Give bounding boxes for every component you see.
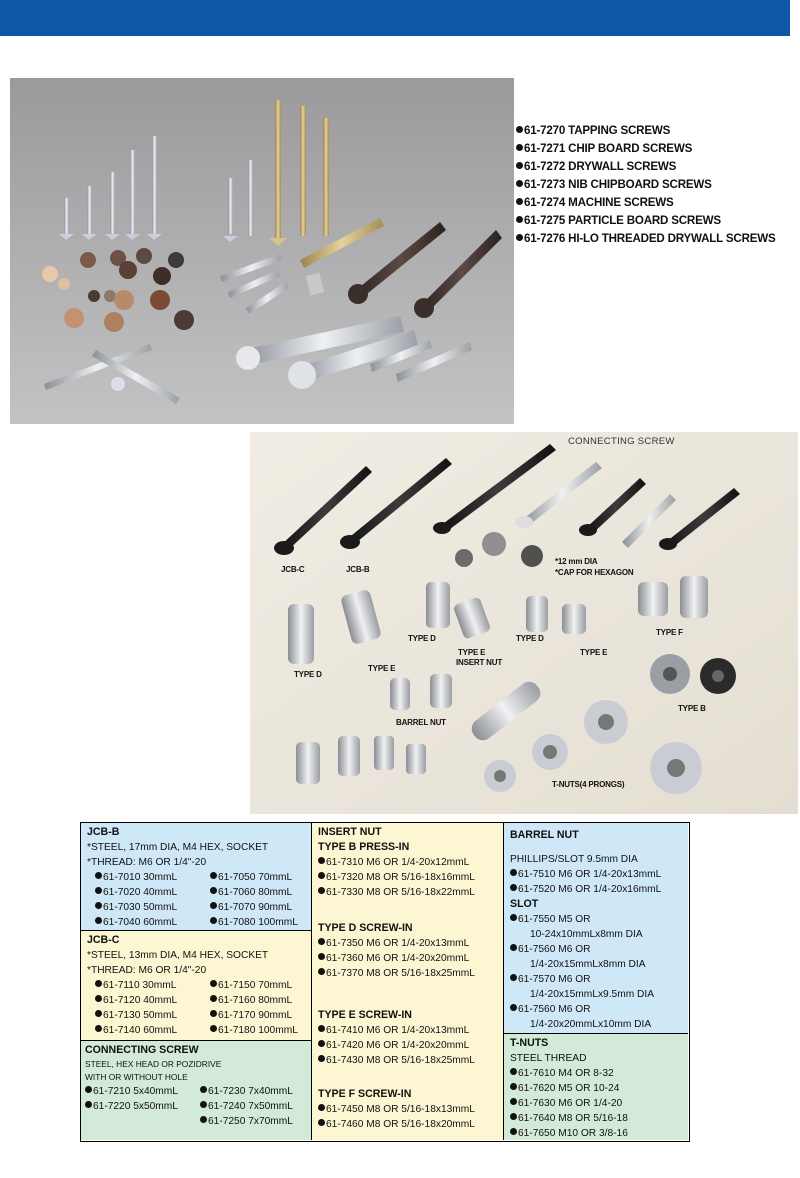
connecting-screw-title: CONNECTING SCREW <box>85 1044 199 1056</box>
part-item: 61-7240 7x50mmL <box>200 1099 310 1114</box>
part-item: 61-7250 7x70mmL <box>200 1114 310 1129</box>
part-item: 61-7350 M6 OR 1/4-20x13mmL <box>318 936 497 951</box>
part-item: 61-7140 60mmL <box>95 1023 210 1038</box>
jcb-b-label: JCB-B <box>346 565 370 574</box>
part-item: 61-7320 M8 OR 5/16-18x16mmL <box>318 870 497 885</box>
slot-title: SLOT <box>510 898 539 910</box>
type-d-label: TYPE D <box>294 670 322 679</box>
product-series-list <box>516 122 800 248</box>
part-item: 61-7630 M6 OR 1/4-20 <box>510 1096 682 1111</box>
type-b-title: TYPE B PRESS-IN <box>318 841 410 853</box>
jcb-b-thread: *THREAD: M6 OR 1/4"-20 <box>87 857 207 868</box>
part-item: 61-7420 M6 OR 1/4-20x20mmL <box>318 1038 497 1053</box>
part-item: 61-7220 5x50mmL <box>85 1099 200 1114</box>
type-d-label: TYPE D <box>516 634 544 643</box>
jcb-c-thread: *THREAD: M6 OR 1/4"-20 <box>87 965 207 976</box>
type-e-title: TYPE E SCREW-IN <box>318 1009 412 1021</box>
screws-photo <box>10 78 514 424</box>
bullet-dot <box>516 216 523 223</box>
jcb-c-items <box>87 978 305 1038</box>
jcb-c-label: JCB-C <box>281 565 305 574</box>
part-item-empty <box>85 1114 200 1129</box>
part-item: 61-7640 M8 OR 5/16-18 <box>510 1111 682 1126</box>
tnuts-cell <box>504 1034 688 1140</box>
part-item: 61-7550 M5 OR <box>510 912 682 927</box>
part-item: 61-7030 50mmL <box>95 900 210 915</box>
jcb-b-items <box>87 870 305 930</box>
jcb-c-title: JCB-C <box>87 934 120 946</box>
type-b-label: TYPE B <box>678 704 706 713</box>
tnuts-label: T-NUTS(4 PRONGS) <box>552 780 625 789</box>
part-item: 61-7430 M8 OR 5/16-18x25mmL <box>318 1053 497 1068</box>
insert-nut-title: INSERT NUT <box>318 826 382 838</box>
header-bar <box>0 0 790 36</box>
series-item: 61-7272 DRYWALL SCREWS <box>516 158 800 176</box>
insert-nut-label: INSERT NUT <box>456 658 503 667</box>
part-item: 61-7210 5x40mmL <box>85 1084 200 1099</box>
part-item: 61-7510 M6 OR 1/4-20x13mmL <box>510 867 682 882</box>
part-item: 61-7520 M6 OR 1/4-20x16mmL <box>510 882 682 897</box>
type-e-label: TYPE E <box>368 664 396 673</box>
jcb-b-spec: *STEEL, 17mm DIA, M4 HEX, SOCKET <box>87 842 269 853</box>
part-item: 61-7310 M6 OR 1/4-20x12mmL <box>318 855 497 870</box>
part-item: 61-7560 M6 OR <box>510 942 682 957</box>
tnuts-title: T-NUTS <box>510 1037 549 1049</box>
series-item: 61-7274 MACHINE SCREWS <box>516 194 800 212</box>
series-item: 61-7276 HI-LO THREADED DRYWALL SCREWS <box>516 230 800 248</box>
part-item: 61-7610 M4 OR 8-32 <box>510 1066 682 1081</box>
part-item: 61-7110 30mmL <box>95 978 210 993</box>
type-e-label: TYPE E <box>580 648 608 657</box>
bullet-dot <box>516 126 523 133</box>
series-item: 61-7275 PARTICLE BOARD SCREWS <box>516 212 800 230</box>
jcb-b-title: JCB-B <box>87 826 120 838</box>
type-f-title: TYPE F SCREW-IN <box>318 1088 412 1100</box>
part-item-detail: 1/4-20x15mmLx8mm DIA <box>530 959 646 970</box>
part-item: 61-7160 80mmL <box>210 993 320 1008</box>
part-item: 61-7020 40mmL <box>95 885 210 900</box>
part-item: 61-7150 70mmL <box>210 978 320 993</box>
jcb-c-cell <box>81 931 312 1041</box>
part-item: 61-7040 60mmL <box>95 915 210 930</box>
type-d-label: TYPE D <box>408 634 436 643</box>
part-item: 61-7410 M6 OR 1/4-20x13mmL <box>318 1023 497 1038</box>
part-item: 61-7050 70mmL <box>210 870 320 885</box>
type-f-label: TYPE F <box>656 628 683 637</box>
bullet-dot <box>516 234 523 241</box>
dia-label: *12 mm DIA <box>555 557 598 566</box>
part-item: 61-7170 90mmL <box>210 1008 320 1023</box>
part-item: 61-7360 M6 OR 1/4-20x20mmL <box>318 951 497 966</box>
part-item: 61-7180 100mmL <box>210 1023 320 1038</box>
jcb-c-spec: *STEEL, 13mm DIA, M4 HEX, SOCKET <box>87 950 269 961</box>
part-item: 61-7120 40mmL <box>95 993 210 1008</box>
type-e-label: TYPE E <box>458 648 486 657</box>
barrel-nut-label: BARREL NUT <box>396 718 446 727</box>
part-item-detail: 10-24x10mmLx8mm DIA <box>530 929 643 940</box>
part-item-detail: 1/4-20x20mmLx10mm DIA <box>530 1019 652 1030</box>
barrel-nut-spec: PHILLIPS/SLOT 9.5mm DIA <box>510 854 638 865</box>
part-item: 61-7460 M8 OR 5/16-18x20mmL <box>318 1117 497 1132</box>
connecting-spec-2: WITH OR WITHOUT HOLE <box>85 1072 188 1082</box>
series-item: 61-7271 CHIP BOARD SCREWS <box>516 140 800 158</box>
series-item: 61-7270 TAPPING SCREWS <box>516 122 800 140</box>
part-item: 61-7070 90mmL <box>210 900 320 915</box>
part-item: 61-7330 M8 OR 5/16-18x22mmL <box>318 885 497 900</box>
bullet-dot <box>516 144 523 151</box>
part-item: 61-7130 50mmL <box>95 1008 210 1023</box>
part-item-detail: 1/4-20x15mmLx9.5mm DIA <box>530 989 654 1000</box>
jcb-b-cell <box>81 823 312 931</box>
part-item: 61-7570 M6 OR <box>510 972 682 987</box>
product-table <box>80 822 690 1142</box>
barrel-nut-title: BARREL NUT <box>510 829 579 841</box>
part-item: 61-7450 M8 OR 5/16-18x13mmL <box>318 1102 497 1117</box>
part-item: 61-7620 M5 OR 10-24 <box>510 1081 682 1096</box>
barrel-nut-cell <box>504 823 688 1034</box>
part-item: 61-7560 M6 OR <box>510 1002 682 1017</box>
insert-nut-cell <box>312 823 504 1140</box>
series-item: 61-7273 NIB CHIPBOARD SCREWS <box>516 176 800 194</box>
connecting-spec: STEEL, HEX HEAD OR POZIDRIVE <box>85 1059 222 1069</box>
part-item: 61-7060 80mmL <box>210 885 320 900</box>
connecting-items <box>85 1084 307 1129</box>
bullet-dot <box>516 162 523 169</box>
bullet-dot <box>516 198 523 205</box>
tnuts-spec: STEEL THREAD <box>510 1053 587 1064</box>
cap-label: *CAP FOR HEXAGON <box>555 568 634 577</box>
type-d-title: TYPE D SCREW-IN <box>318 922 413 934</box>
part-item: 61-7370 M8 OR 5/16-18x25mmL <box>318 966 497 981</box>
part-item: 61-7080 100mmL <box>210 915 320 930</box>
connecting-screw-label: CONNECTING SCREW <box>568 436 675 447</box>
connecting-screw-cell <box>81 1041 312 1140</box>
part-item: 61-7010 30mmL <box>95 870 210 885</box>
connecting-hardware-photo <box>250 432 798 814</box>
bullet-dot <box>516 180 523 187</box>
part-item: 61-7650 M10 OR 3/8-16 <box>510 1126 682 1141</box>
part-item: 61-7230 7x40mmL <box>200 1084 310 1099</box>
